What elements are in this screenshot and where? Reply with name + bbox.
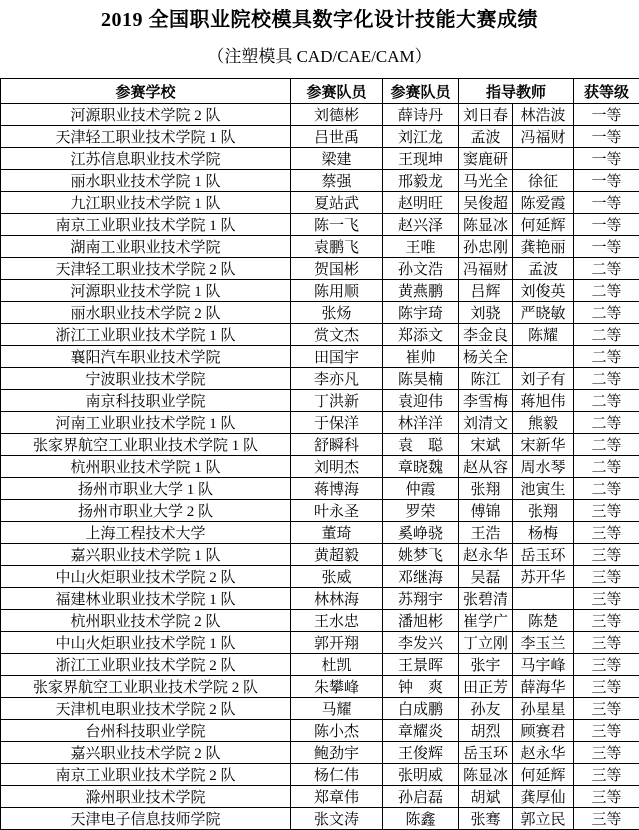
teacher2-cell [513,148,574,170]
school-cell: 南京科技职业学院 [1,390,291,412]
member1-cell: 张威 [291,566,383,588]
teacher2-cell: 徐征 [513,170,574,192]
school-cell: 台州科技职业学院 [1,720,291,742]
award-cell: 三等 [574,566,639,588]
award-cell: 三等 [574,654,639,676]
school-cell: 江苏信息职业技术学院 [1,148,291,170]
teacher2-cell: 林浩波 [513,104,574,126]
table-row [1,676,639,698]
table-row [1,742,639,764]
award-cell: 一等 [574,126,639,148]
teacher1-cell: 杨关全 [459,346,513,368]
teacher2-cell: 苏开华 [513,566,574,588]
table-row [1,632,639,654]
teacher2-cell: 周水琴 [513,456,574,478]
member1-cell: 马耀 [291,698,383,720]
table-row [1,148,639,170]
member1-cell: 陈用顺 [291,280,383,302]
table-row [1,764,639,786]
award-cell: 三等 [574,588,639,610]
member1-cell: 郭开翔 [291,632,383,654]
table-row [1,104,639,126]
member2-cell: 奚峥骁 [383,522,459,544]
award-cell: 一等 [574,236,639,258]
page-title: 2019 全国职业院校模具数字化设计技能大赛成绩 [0,0,639,32]
award-cell: 三等 [574,698,639,720]
school-cell: 天津轻工职业技术学院 2 队 [1,258,291,280]
table-row [1,610,639,632]
member2-cell: 邢毅龙 [383,170,459,192]
award-cell: 三等 [574,808,639,830]
school-cell: 宁波职业技术学院 [1,368,291,390]
award-cell: 一等 [574,214,639,236]
award-cell: 二等 [574,324,639,346]
column-header-teachers: 指导教师 [459,79,574,104]
member2-cell: 潘旭彬 [383,610,459,632]
school-cell: 河源职业技术学院 2 队 [1,104,291,126]
award-cell: 三等 [574,786,639,808]
teacher1-cell: 陈江 [459,368,513,390]
award-cell: 三等 [574,632,639,654]
teacher1-cell: 田正芳 [459,676,513,698]
member1-cell: 蒋博海 [291,478,383,500]
teacher1-cell: 孟波 [459,126,513,148]
member2-cell: 王现坤 [383,148,459,170]
member2-cell: 白成鹏 [383,698,459,720]
member1-cell: 张文涛 [291,808,383,830]
teacher1-cell: 李金良 [459,324,513,346]
school-cell: 张家界航空工业职业技术学院 2 队 [1,676,291,698]
member1-cell: 林林海 [291,588,383,610]
member1-cell: 夏站武 [291,192,383,214]
school-cell: 滁州职业技术学院 [1,786,291,808]
teacher1-cell: 孙友 [459,698,513,720]
school-cell: 河源职业技术学院 1 队 [1,280,291,302]
table-row [1,236,639,258]
member2-cell: 仲霞 [383,478,459,500]
teacher2-cell: 何延辉 [513,214,574,236]
school-cell: 扬州市职业大学 1 队 [1,478,291,500]
teacher2-cell: 何延辉 [513,764,574,786]
member1-cell: 张炀 [291,302,383,324]
school-cell: 杭州职业技术学院 1 队 [1,456,291,478]
award-cell: 一等 [574,192,639,214]
table-row [1,170,639,192]
award-cell: 三等 [574,500,639,522]
member2-cell: 罗荣 [383,500,459,522]
teacher2-cell: 严晓敏 [513,302,574,324]
member1-cell: 杜凯 [291,654,383,676]
school-cell: 天津电子信息技师学院 [1,808,291,830]
school-cell: 天津轻工职业技术学院 1 队 [1,126,291,148]
award-cell: 三等 [574,544,639,566]
teacher1-cell: 胡斌 [459,786,513,808]
teacher2-cell: 郭立民 [513,808,574,830]
table-row [1,368,639,390]
member1-cell: 梁建 [291,148,383,170]
award-cell: 三等 [574,676,639,698]
results-table [0,78,639,830]
table-row [1,786,639,808]
award-cell: 二等 [574,280,639,302]
member1-cell: 丁洪新 [291,390,383,412]
award-cell: 三等 [574,742,639,764]
member2-cell: 林洋洋 [383,412,459,434]
member1-cell: 李亦凡 [291,368,383,390]
member1-cell: 舒瞬科 [291,434,383,456]
table-row [1,258,639,280]
school-cell: 杭州职业技术学院 2 队 [1,610,291,632]
teacher1-cell: 宋斌 [459,434,513,456]
table-row [1,434,639,456]
table-row [1,214,639,236]
award-cell: 二等 [574,434,639,456]
teacher1-cell: 孙忠刚 [459,236,513,258]
school-cell: 福建林业职业技术学院 1 队 [1,588,291,610]
table-row [1,808,639,830]
member2-cell: 邓继海 [383,566,459,588]
teacher1-cell: 李雪梅 [459,390,513,412]
member2-cell: 苏翔宇 [383,588,459,610]
teacher1-cell: 张翔 [459,478,513,500]
member2-cell: 陈昊楠 [383,368,459,390]
teacher1-cell: 马光全 [459,170,513,192]
table-row [1,390,639,412]
table-row [1,478,639,500]
member2-cell: 孙文浩 [383,258,459,280]
school-cell: 张家界航空工业职业技术学院 1 队 [1,434,291,456]
teacher1-cell: 吕辉 [459,280,513,302]
teacher1-cell: 岳玉环 [459,742,513,764]
member2-cell: 王景晖 [383,654,459,676]
teacher1-cell: 窦鹿研 [459,148,513,170]
school-cell: 扬州市职业大学 2 队 [1,500,291,522]
member1-cell: 王水忠 [291,610,383,632]
member2-cell: 黄燕鹏 [383,280,459,302]
teacher2-cell: 李玉兰 [513,632,574,654]
teacher1-cell: 刘清文 [459,412,513,434]
teacher2-cell: 熊毅 [513,412,574,434]
member2-cell: 王唯 [383,236,459,258]
member1-cell: 叶永圣 [291,500,383,522]
table-row [1,280,639,302]
table-row [1,654,639,676]
member1-cell: 陈小杰 [291,720,383,742]
table-row [1,720,639,742]
column-header-member1: 参赛队员 [291,79,383,104]
member2-cell: 孙启磊 [383,786,459,808]
school-cell: 九江职业技术学院 1 队 [1,192,291,214]
school-cell: 天津机电职业技术学院 2 队 [1,698,291,720]
teacher2-cell: 龚艳丽 [513,236,574,258]
school-cell: 嘉兴职业技术学院 1 队 [1,544,291,566]
member1-cell: 鲍劲宇 [291,742,383,764]
teacher2-cell: 马宇峰 [513,654,574,676]
school-cell: 河南工业职业技术学院 1 队 [1,412,291,434]
teacher2-cell: 孙星星 [513,698,574,720]
teacher2-cell: 赵永华 [513,742,574,764]
school-cell: 浙江工业职业技术学院 1 队 [1,324,291,346]
member2-cell: 章晓魏 [383,456,459,478]
member2-cell: 章耀炎 [383,720,459,742]
member1-cell: 郑章伟 [291,786,383,808]
teacher2-cell: 池寅生 [513,478,574,500]
teacher2-cell: 张翔 [513,500,574,522]
member1-cell: 黄超毅 [291,544,383,566]
teacher1-cell: 赵永华 [459,544,513,566]
member2-cell: 张明威 [383,764,459,786]
teacher2-cell: 岳玉环 [513,544,574,566]
teacher2-cell: 龚厚仙 [513,786,574,808]
member1-cell: 田国宇 [291,346,383,368]
member1-cell: 贺国彬 [291,258,383,280]
teacher2-cell: 陈耀 [513,324,574,346]
page-subtitle: （注塑模具 CAD/CAE/CAM） [0,47,639,67]
teacher1-cell: 丁立刚 [459,632,513,654]
teacher2-cell: 冯福财 [513,126,574,148]
teacher1-cell: 赵从容 [459,456,513,478]
table-row [1,566,639,588]
teacher2-cell: 宋新华 [513,434,574,456]
teacher1-cell: 张碧清 [459,588,513,610]
table-row [1,522,639,544]
member1-cell: 刘明杰 [291,456,383,478]
teacher1-cell: 冯福财 [459,258,513,280]
member1-cell: 刘德彬 [291,104,383,126]
school-cell: 湖南工业职业技术学院 [1,236,291,258]
member2-cell: 袁迎伟 [383,390,459,412]
school-cell: 襄阳汽车职业技术学院 [1,346,291,368]
award-cell: 二等 [574,412,639,434]
member1-cell: 杨仁伟 [291,764,383,786]
award-cell: 二等 [574,478,639,500]
teacher2-cell: 蒋旭伟 [513,390,574,412]
table-row [1,192,639,214]
table-row [1,456,639,478]
member2-cell: 姚梦飞 [383,544,459,566]
teacher1-cell: 吴俊超 [459,192,513,214]
teacher1-cell: 陈显冰 [459,214,513,236]
results-table-body [1,104,639,830]
school-cell: 中山火炬职业技术学院 2 队 [1,566,291,588]
award-cell: 三等 [574,764,639,786]
member1-cell: 袁鹏飞 [291,236,383,258]
award-cell: 一等 [574,148,639,170]
table-row [1,324,639,346]
teacher2-cell: 刘俊英 [513,280,574,302]
award-cell: 二等 [574,368,639,390]
member1-cell: 董琦 [291,522,383,544]
member2-cell: 陈鑫 [383,808,459,830]
school-cell: 南京工业职业技术学院 2 队 [1,764,291,786]
teacher2-cell: 陈爱霞 [513,192,574,214]
school-cell: 嘉兴职业技术学院 2 队 [1,742,291,764]
teacher2-cell: 顾赛君 [513,720,574,742]
member2-cell: 刘江龙 [383,126,459,148]
member2-cell: 赵明旺 [383,192,459,214]
school-cell: 南京工业职业技术学院 1 队 [1,214,291,236]
school-cell: 丽水职业技术学院 1 队 [1,170,291,192]
member2-cell: 薛诗丹 [383,104,459,126]
teacher1-cell: 王浩 [459,522,513,544]
teacher1-cell: 傅锦 [459,500,513,522]
teacher2-cell: 杨梅 [513,522,574,544]
member1-cell: 赏文杰 [291,324,383,346]
column-header-award: 获等级 [574,79,639,104]
teacher2-cell: 孟波 [513,258,574,280]
table-row [1,544,639,566]
teacher1-cell: 胡烈 [459,720,513,742]
table-row [1,346,639,368]
member2-cell: 李发兴 [383,632,459,654]
member2-cell: 陈宇琦 [383,302,459,324]
table-row [1,698,639,720]
table-row [1,500,639,522]
school-cell: 丽水职业技术学院 2 队 [1,302,291,324]
teacher1-cell: 刘骁 [459,302,513,324]
award-cell: 二等 [574,456,639,478]
award-cell: 二等 [574,302,639,324]
results-table-header [1,79,639,104]
table-row [1,302,639,324]
award-cell: 三等 [574,522,639,544]
school-cell: 中山火炬职业技术学院 1 队 [1,632,291,654]
table-row [1,412,639,434]
table-row [1,588,639,610]
teacher2-cell: 陈楚 [513,610,574,632]
award-cell: 二等 [574,258,639,280]
award-cell: 三等 [574,610,639,632]
teacher2-cell: 薛海华 [513,676,574,698]
member1-cell: 蔡强 [291,170,383,192]
member2-cell: 赵兴泽 [383,214,459,236]
table-row [1,126,639,148]
teacher1-cell: 张骞 [459,808,513,830]
member1-cell: 朱攀峰 [291,676,383,698]
member2-cell: 钟 爽 [383,676,459,698]
teacher2-cell [513,588,574,610]
header-row [1,79,639,104]
teacher1-cell: 张宇 [459,654,513,676]
teacher1-cell: 刘日春 [459,104,513,126]
school-cell: 浙江工业职业技术学院 2 队 [1,654,291,676]
teacher1-cell: 陈显冰 [459,764,513,786]
award-cell: 二等 [574,346,639,368]
award-cell: 三等 [574,720,639,742]
teacher2-cell [513,346,574,368]
member2-cell: 崔帅 [383,346,459,368]
award-cell: 一等 [574,104,639,126]
member2-cell: 郑添文 [383,324,459,346]
column-header-school: 参赛学校 [1,79,291,104]
teacher1-cell: 崔学广 [459,610,513,632]
teacher2-cell: 刘子有 [513,368,574,390]
award-cell: 二等 [574,390,639,412]
member1-cell: 陈一飞 [291,214,383,236]
teacher1-cell: 吴磊 [459,566,513,588]
member2-cell: 袁 聪 [383,434,459,456]
school-cell: 上海工程技术大学 [1,522,291,544]
award-cell: 一等 [574,170,639,192]
member2-cell: 王俊辉 [383,742,459,764]
column-header-member2: 参赛队员 [383,79,459,104]
member1-cell: 吕世禹 [291,126,383,148]
member1-cell: 于保洋 [291,412,383,434]
